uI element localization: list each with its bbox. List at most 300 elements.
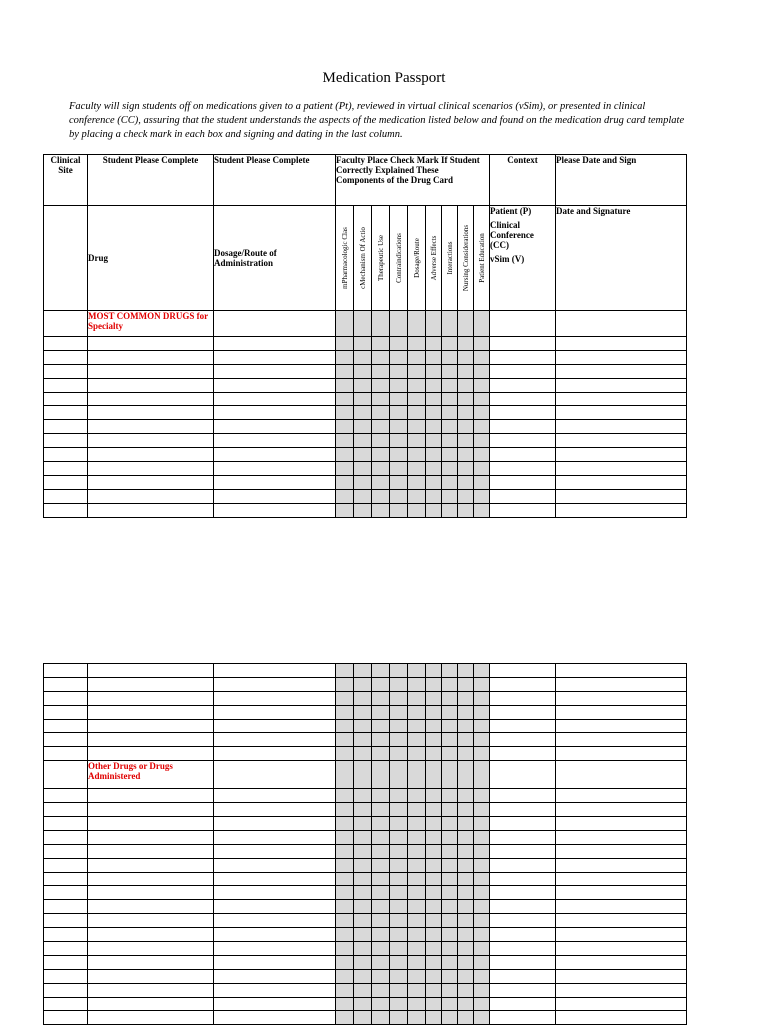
check-cell[interactable] bbox=[474, 830, 490, 844]
check-cell[interactable] bbox=[372, 503, 390, 517]
check-cell[interactable] bbox=[336, 844, 354, 858]
date-sign-cell[interactable] bbox=[556, 803, 687, 817]
date-sign-cell[interactable] bbox=[556, 1011, 687, 1025]
date-sign-cell[interactable] bbox=[556, 475, 687, 489]
check-cell[interactable] bbox=[372, 311, 390, 337]
clinical-site-cell[interactable] bbox=[44, 664, 88, 678]
check-cell[interactable] bbox=[408, 475, 426, 489]
date-sign-cell[interactable] bbox=[556, 872, 687, 886]
check-cell[interactable] bbox=[474, 489, 490, 503]
context-cell[interactable] bbox=[490, 761, 556, 789]
date-sign-cell[interactable] bbox=[556, 691, 687, 705]
check-cell[interactable] bbox=[442, 928, 458, 942]
dosage-cell[interactable] bbox=[214, 789, 336, 803]
check-cell[interactable] bbox=[354, 350, 372, 364]
check-cell[interactable] bbox=[408, 942, 426, 956]
check-cell[interactable] bbox=[426, 997, 442, 1011]
context-cell[interactable] bbox=[490, 664, 556, 678]
clinical-site-cell[interactable] bbox=[44, 420, 88, 434]
dosage-cell[interactable] bbox=[214, 983, 336, 997]
check-cell[interactable] bbox=[354, 378, 372, 392]
date-sign-cell[interactable] bbox=[556, 392, 687, 406]
date-sign-cell[interactable] bbox=[556, 462, 687, 476]
check-cell[interactable] bbox=[474, 503, 490, 517]
check-cell[interactable] bbox=[458, 448, 474, 462]
drug-cell[interactable] bbox=[88, 803, 214, 817]
check-cell[interactable] bbox=[354, 406, 372, 420]
check-cell[interactable] bbox=[426, 803, 442, 817]
check-cell[interactable] bbox=[458, 664, 474, 678]
check-cell[interactable] bbox=[354, 803, 372, 817]
clinical-site-cell[interactable] bbox=[44, 789, 88, 803]
check-cell[interactable] bbox=[372, 872, 390, 886]
check-cell[interactable] bbox=[336, 677, 354, 691]
check-cell[interactable] bbox=[336, 942, 354, 956]
check-cell[interactable] bbox=[336, 420, 354, 434]
clinical-site-cell[interactable] bbox=[44, 858, 88, 872]
clinical-site-cell[interactable] bbox=[44, 475, 88, 489]
check-cell[interactable] bbox=[372, 955, 390, 969]
check-cell[interactable] bbox=[372, 719, 390, 733]
check-cell[interactable] bbox=[426, 733, 442, 747]
date-sign-cell[interactable] bbox=[556, 969, 687, 983]
check-cell[interactable] bbox=[354, 364, 372, 378]
check-cell[interactable] bbox=[354, 747, 372, 761]
check-cell[interactable] bbox=[408, 462, 426, 476]
check-cell[interactable] bbox=[336, 406, 354, 420]
dosage-cell[interactable] bbox=[214, 503, 336, 517]
clinical-site-cell[interactable] bbox=[44, 489, 88, 503]
clinical-site-cell[interactable] bbox=[44, 691, 88, 705]
check-cell[interactable] bbox=[336, 747, 354, 761]
clinical-site-cell[interactable] bbox=[44, 1011, 88, 1025]
date-sign-cell[interactable] bbox=[556, 789, 687, 803]
check-cell[interactable] bbox=[336, 928, 354, 942]
check-cell[interactable] bbox=[408, 705, 426, 719]
check-cell[interactable] bbox=[336, 817, 354, 831]
check-cell[interactable] bbox=[442, 420, 458, 434]
check-cell[interactable] bbox=[390, 475, 408, 489]
dosage-cell[interactable] bbox=[214, 448, 336, 462]
date-sign-cell[interactable] bbox=[556, 311, 687, 337]
drug-cell[interactable] bbox=[88, 705, 214, 719]
drug-cell[interactable] bbox=[88, 928, 214, 942]
check-cell[interactable] bbox=[354, 392, 372, 406]
check-cell[interactable] bbox=[336, 691, 354, 705]
clinical-site-cell[interactable] bbox=[44, 733, 88, 747]
check-cell[interactable] bbox=[390, 928, 408, 942]
context-cell[interactable] bbox=[490, 830, 556, 844]
check-cell[interactable] bbox=[426, 844, 442, 858]
drug-cell[interactable] bbox=[88, 844, 214, 858]
check-cell[interactable] bbox=[458, 733, 474, 747]
clinical-site-cell[interactable] bbox=[44, 434, 88, 448]
check-cell[interactable] bbox=[426, 462, 442, 476]
check-cell[interactable] bbox=[390, 719, 408, 733]
check-cell[interactable] bbox=[442, 448, 458, 462]
check-cell[interactable] bbox=[354, 691, 372, 705]
date-sign-cell[interactable] bbox=[556, 378, 687, 392]
check-cell[interactable] bbox=[426, 719, 442, 733]
check-cell[interactable] bbox=[372, 969, 390, 983]
context-cell[interactable] bbox=[490, 817, 556, 831]
date-sign-cell[interactable] bbox=[556, 942, 687, 956]
check-cell[interactable] bbox=[474, 434, 490, 448]
drug-cell[interactable] bbox=[88, 997, 214, 1011]
check-cell[interactable] bbox=[408, 886, 426, 900]
date-sign-cell[interactable] bbox=[556, 337, 687, 351]
dosage-cell[interactable] bbox=[214, 886, 336, 900]
context-cell[interactable] bbox=[490, 406, 556, 420]
context-cell[interactable] bbox=[490, 503, 556, 517]
date-sign-cell[interactable] bbox=[556, 489, 687, 503]
clinical-site-cell[interactable] bbox=[44, 462, 88, 476]
check-cell[interactable] bbox=[408, 378, 426, 392]
check-cell[interactable] bbox=[408, 434, 426, 448]
check-cell[interactable] bbox=[390, 858, 408, 872]
check-cell[interactable] bbox=[372, 844, 390, 858]
check-cell[interactable] bbox=[372, 900, 390, 914]
check-cell[interactable] bbox=[442, 311, 458, 337]
check-cell[interactable] bbox=[408, 997, 426, 1011]
check-cell[interactable] bbox=[458, 350, 474, 364]
context-cell[interactable] bbox=[490, 969, 556, 983]
check-cell[interactable] bbox=[372, 462, 390, 476]
date-sign-cell[interactable] bbox=[556, 997, 687, 1011]
check-cell[interactable] bbox=[336, 364, 354, 378]
check-cell[interactable] bbox=[408, 858, 426, 872]
dosage-cell[interactable] bbox=[214, 803, 336, 817]
check-cell[interactable] bbox=[442, 503, 458, 517]
check-cell[interactable] bbox=[426, 858, 442, 872]
context-cell[interactable] bbox=[490, 747, 556, 761]
check-cell[interactable] bbox=[474, 691, 490, 705]
date-sign-cell[interactable] bbox=[556, 817, 687, 831]
check-cell[interactable] bbox=[372, 914, 390, 928]
check-cell[interactable] bbox=[458, 997, 474, 1011]
context-cell[interactable] bbox=[490, 448, 556, 462]
check-cell[interactable] bbox=[474, 475, 490, 489]
check-cell[interactable] bbox=[390, 337, 408, 351]
context-cell[interactable] bbox=[490, 434, 556, 448]
check-cell[interactable] bbox=[390, 830, 408, 844]
context-cell[interactable] bbox=[490, 928, 556, 942]
drug-cell[interactable] bbox=[88, 350, 214, 364]
check-cell[interactable] bbox=[372, 817, 390, 831]
check-cell[interactable] bbox=[426, 705, 442, 719]
check-cell[interactable] bbox=[390, 886, 408, 900]
dosage-cell[interactable] bbox=[214, 914, 336, 928]
drug-cell[interactable] bbox=[88, 677, 214, 691]
check-cell[interactable] bbox=[390, 448, 408, 462]
check-cell[interactable] bbox=[442, 817, 458, 831]
context-cell[interactable] bbox=[490, 844, 556, 858]
drug-cell[interactable] bbox=[88, 378, 214, 392]
clinical-site-cell[interactable] bbox=[44, 448, 88, 462]
check-cell[interactable] bbox=[408, 406, 426, 420]
check-cell[interactable] bbox=[354, 677, 372, 691]
check-cell[interactable] bbox=[474, 448, 490, 462]
check-cell[interactable] bbox=[442, 337, 458, 351]
check-cell[interactable] bbox=[408, 830, 426, 844]
check-cell[interactable] bbox=[372, 475, 390, 489]
check-cell[interactable] bbox=[474, 942, 490, 956]
dosage-cell[interactable] bbox=[214, 997, 336, 1011]
check-cell[interactable] bbox=[390, 677, 408, 691]
check-cell[interactable] bbox=[426, 983, 442, 997]
check-cell[interactable] bbox=[372, 448, 390, 462]
dosage-cell[interactable] bbox=[214, 705, 336, 719]
clinical-site-cell[interactable] bbox=[44, 392, 88, 406]
check-cell[interactable] bbox=[474, 392, 490, 406]
context-cell[interactable] bbox=[490, 789, 556, 803]
check-cell[interactable] bbox=[426, 886, 442, 900]
check-cell[interactable] bbox=[408, 969, 426, 983]
check-cell[interactable] bbox=[354, 489, 372, 503]
check-cell[interactable] bbox=[442, 462, 458, 476]
check-cell[interactable] bbox=[336, 886, 354, 900]
check-cell[interactable] bbox=[458, 677, 474, 691]
check-cell[interactable] bbox=[390, 983, 408, 997]
check-cell[interactable] bbox=[408, 392, 426, 406]
check-cell[interactable] bbox=[354, 789, 372, 803]
check-cell[interactable] bbox=[408, 364, 426, 378]
check-cell[interactable] bbox=[372, 928, 390, 942]
check-cell[interactable] bbox=[354, 733, 372, 747]
check-cell[interactable] bbox=[390, 761, 408, 789]
check-cell[interactable] bbox=[442, 350, 458, 364]
check-cell[interactable] bbox=[408, 503, 426, 517]
dosage-cell[interactable] bbox=[214, 817, 336, 831]
clinical-site-cell[interactable] bbox=[44, 406, 88, 420]
check-cell[interactable] bbox=[474, 928, 490, 942]
dosage-cell[interactable] bbox=[214, 677, 336, 691]
check-cell[interactable] bbox=[408, 817, 426, 831]
check-cell[interactable] bbox=[458, 761, 474, 789]
check-cell[interactable] bbox=[442, 844, 458, 858]
context-cell[interactable] bbox=[490, 392, 556, 406]
context-cell[interactable] bbox=[490, 350, 556, 364]
dosage-cell[interactable] bbox=[214, 378, 336, 392]
check-cell[interactable] bbox=[426, 872, 442, 886]
dosage-cell[interactable] bbox=[214, 872, 336, 886]
check-cell[interactable] bbox=[458, 337, 474, 351]
check-cell[interactable] bbox=[336, 789, 354, 803]
check-cell[interactable] bbox=[442, 489, 458, 503]
check-cell[interactable] bbox=[474, 803, 490, 817]
check-cell[interactable] bbox=[426, 830, 442, 844]
clinical-site-cell[interactable] bbox=[44, 928, 88, 942]
context-cell[interactable] bbox=[490, 872, 556, 886]
check-cell[interactable] bbox=[354, 830, 372, 844]
check-cell[interactable] bbox=[354, 337, 372, 351]
date-sign-cell[interactable] bbox=[556, 844, 687, 858]
check-cell[interactable] bbox=[372, 406, 390, 420]
check-cell[interactable] bbox=[336, 761, 354, 789]
check-cell[interactable] bbox=[354, 705, 372, 719]
check-cell[interactable] bbox=[474, 664, 490, 678]
check-cell[interactable] bbox=[442, 364, 458, 378]
check-cell[interactable] bbox=[458, 503, 474, 517]
context-cell[interactable] bbox=[490, 378, 556, 392]
check-cell[interactable] bbox=[336, 914, 354, 928]
check-cell[interactable] bbox=[458, 983, 474, 997]
drug-cell[interactable] bbox=[88, 406, 214, 420]
check-cell[interactable] bbox=[442, 406, 458, 420]
check-cell[interactable] bbox=[408, 955, 426, 969]
check-cell[interactable] bbox=[336, 350, 354, 364]
check-cell[interactable] bbox=[408, 900, 426, 914]
clinical-site-cell[interactable] bbox=[44, 364, 88, 378]
check-cell[interactable] bbox=[474, 789, 490, 803]
check-cell[interactable] bbox=[426, 448, 442, 462]
drug-cell[interactable] bbox=[88, 969, 214, 983]
check-cell[interactable] bbox=[458, 747, 474, 761]
clinical-site-cell[interactable] bbox=[44, 761, 88, 789]
check-cell[interactable] bbox=[458, 817, 474, 831]
context-cell[interactable] bbox=[490, 677, 556, 691]
clinical-site-cell[interactable] bbox=[44, 803, 88, 817]
clinical-site-cell[interactable] bbox=[44, 997, 88, 1011]
check-cell[interactable] bbox=[372, 803, 390, 817]
check-cell[interactable] bbox=[354, 858, 372, 872]
check-cell[interactable] bbox=[354, 503, 372, 517]
check-cell[interactable] bbox=[408, 789, 426, 803]
drug-cell[interactable] bbox=[88, 448, 214, 462]
drug-cell[interactable] bbox=[88, 886, 214, 900]
drug-cell[interactable] bbox=[88, 664, 214, 678]
date-sign-cell[interactable] bbox=[556, 406, 687, 420]
date-sign-cell[interactable] bbox=[556, 719, 687, 733]
drug-cell[interactable] bbox=[88, 1011, 214, 1025]
check-cell[interactable] bbox=[336, 664, 354, 678]
date-sign-cell[interactable] bbox=[556, 761, 687, 789]
date-sign-cell[interactable] bbox=[556, 886, 687, 900]
check-cell[interactable] bbox=[408, 691, 426, 705]
check-cell[interactable] bbox=[336, 719, 354, 733]
clinical-site-cell[interactable] bbox=[44, 350, 88, 364]
check-cell[interactable] bbox=[474, 733, 490, 747]
date-sign-cell[interactable] bbox=[556, 928, 687, 942]
context-cell[interactable] bbox=[490, 997, 556, 1011]
check-cell[interactable] bbox=[426, 503, 442, 517]
check-cell[interactable] bbox=[390, 705, 408, 719]
check-cell[interactable] bbox=[458, 1011, 474, 1025]
check-cell[interactable] bbox=[426, 761, 442, 789]
clinical-site-cell[interactable] bbox=[44, 337, 88, 351]
check-cell[interactable] bbox=[474, 955, 490, 969]
check-cell[interactable] bbox=[426, 489, 442, 503]
check-cell[interactable] bbox=[474, 337, 490, 351]
check-cell[interactable] bbox=[390, 406, 408, 420]
check-cell[interactable] bbox=[442, 789, 458, 803]
check-cell[interactable] bbox=[390, 434, 408, 448]
check-cell[interactable] bbox=[426, 337, 442, 351]
dosage-cell[interactable] bbox=[214, 406, 336, 420]
clinical-site-cell[interactable] bbox=[44, 705, 88, 719]
check-cell[interactable] bbox=[336, 311, 354, 337]
drug-cell[interactable] bbox=[88, 942, 214, 956]
check-cell[interactable] bbox=[390, 747, 408, 761]
drug-cell[interactable] bbox=[88, 364, 214, 378]
check-cell[interactable] bbox=[408, 983, 426, 997]
check-cell[interactable] bbox=[458, 475, 474, 489]
clinical-site-cell[interactable] bbox=[44, 503, 88, 517]
clinical-site-cell[interactable] bbox=[44, 983, 88, 997]
check-cell[interactable] bbox=[442, 900, 458, 914]
clinical-site-cell[interactable] bbox=[44, 311, 88, 337]
context-cell[interactable] bbox=[490, 462, 556, 476]
drug-cell[interactable] bbox=[88, 955, 214, 969]
context-cell[interactable] bbox=[490, 691, 556, 705]
context-cell[interactable] bbox=[490, 733, 556, 747]
drug-cell[interactable] bbox=[88, 983, 214, 997]
check-cell[interactable] bbox=[390, 803, 408, 817]
check-cell[interactable] bbox=[336, 462, 354, 476]
drug-cell[interactable] bbox=[88, 475, 214, 489]
context-cell[interactable] bbox=[490, 1011, 556, 1025]
check-cell[interactable] bbox=[474, 719, 490, 733]
drug-cell[interactable] bbox=[88, 337, 214, 351]
check-cell[interactable] bbox=[336, 969, 354, 983]
check-cell[interactable] bbox=[354, 900, 372, 914]
drug-cell[interactable] bbox=[88, 914, 214, 928]
check-cell[interactable] bbox=[426, 900, 442, 914]
context-cell[interactable] bbox=[490, 900, 556, 914]
check-cell[interactable] bbox=[474, 350, 490, 364]
check-cell[interactable] bbox=[458, 969, 474, 983]
check-cell[interactable] bbox=[426, 747, 442, 761]
check-cell[interactable] bbox=[372, 983, 390, 997]
drug-cell[interactable] bbox=[88, 462, 214, 476]
check-cell[interactable] bbox=[474, 900, 490, 914]
check-cell[interactable] bbox=[426, 311, 442, 337]
check-cell[interactable] bbox=[390, 1011, 408, 1025]
check-cell[interactable] bbox=[354, 942, 372, 956]
check-cell[interactable] bbox=[354, 817, 372, 831]
check-cell[interactable] bbox=[354, 311, 372, 337]
clinical-site-cell[interactable] bbox=[44, 942, 88, 956]
check-cell[interactable] bbox=[442, 830, 458, 844]
check-cell[interactable] bbox=[354, 1011, 372, 1025]
check-cell[interactable] bbox=[372, 337, 390, 351]
dosage-cell[interactable] bbox=[214, 364, 336, 378]
check-cell[interactable] bbox=[390, 664, 408, 678]
drug-cell[interactable] bbox=[88, 789, 214, 803]
check-cell[interactable] bbox=[372, 1011, 390, 1025]
clinical-site-cell[interactable] bbox=[44, 886, 88, 900]
check-cell[interactable] bbox=[458, 462, 474, 476]
check-cell[interactable] bbox=[426, 1011, 442, 1025]
dosage-cell[interactable] bbox=[214, 311, 336, 337]
drug-cell[interactable] bbox=[88, 747, 214, 761]
check-cell[interactable] bbox=[336, 392, 354, 406]
check-cell[interactable] bbox=[426, 691, 442, 705]
check-cell[interactable] bbox=[336, 872, 354, 886]
dosage-cell[interactable] bbox=[214, 858, 336, 872]
check-cell[interactable] bbox=[336, 955, 354, 969]
check-cell[interactable] bbox=[390, 997, 408, 1011]
check-cell[interactable] bbox=[372, 789, 390, 803]
check-cell[interactable] bbox=[354, 969, 372, 983]
check-cell[interactable] bbox=[442, 761, 458, 789]
clinical-site-cell[interactable] bbox=[44, 900, 88, 914]
dosage-cell[interactable] bbox=[214, 830, 336, 844]
check-cell[interactable] bbox=[474, 817, 490, 831]
check-cell[interactable] bbox=[390, 503, 408, 517]
check-cell[interactable] bbox=[354, 997, 372, 1011]
check-cell[interactable] bbox=[474, 872, 490, 886]
